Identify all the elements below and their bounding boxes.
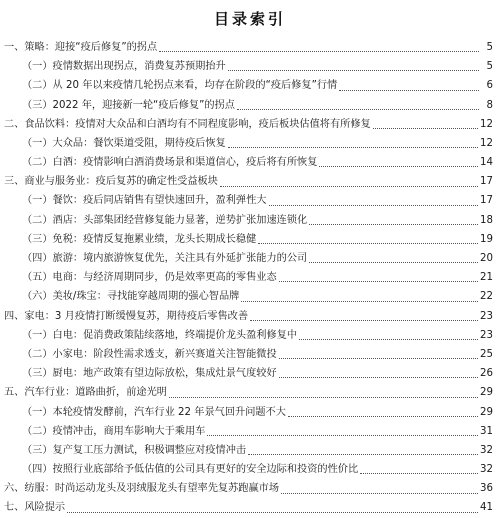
toc-page-number: 22 <box>480 291 493 303</box>
toc-page-number: 12 <box>480 118 493 130</box>
toc-dot-leader <box>241 300 478 302</box>
toc-dot-leader <box>279 376 478 378</box>
toc-entry-title: 七、风险提示 <box>4 502 66 514</box>
toc-page-number: 12 <box>480 137 493 149</box>
toc-page-number: 18 <box>480 214 493 226</box>
toc-entry-title: （五）电商：与经济周期同步，仍是效率更高的零售业态 <box>22 272 277 284</box>
toc-entry-title: 四、家电：3 月疫情打断缓慢复苏，期待疫后零售改善 <box>4 310 249 322</box>
toc-subsection-entry[interactable] <box>4 134 493 153</box>
toc-subsection-entry[interactable] <box>4 230 493 249</box>
toc-entry-title: （一）餐饮：疫后同店销售有望快速回升，盈利弹性大 <box>22 195 267 207</box>
toc-page-number: 29 <box>480 387 493 399</box>
toc-dot-leader <box>360 472 478 474</box>
toc-entry-title: （二）白酒：疫情影响白酒消费场景和渠道信心，疫后将有所恢复 <box>22 157 318 169</box>
toc-page-number: 23 <box>480 310 493 322</box>
toc-dot-leader <box>228 69 479 71</box>
toc-dot-leader <box>309 223 478 225</box>
toc-dot-leader <box>319 165 478 167</box>
toc-dot-leader <box>309 261 478 263</box>
toc-dot-leader <box>339 89 479 91</box>
toc-section-entry[interactable] <box>4 38 493 57</box>
page-title: 目录索引 <box>213 10 286 28</box>
toc-subsection-entry[interactable] <box>4 211 493 230</box>
toc-page-number: 19 <box>480 233 493 245</box>
toc-subsection-entry[interactable] <box>4 192 493 211</box>
toc-entry-title: （六）美妆/珠宝：寻找能穿越周期的强心智品牌 <box>22 291 240 303</box>
toc-page-number: 26 <box>480 368 493 380</box>
toc-page-number: 32 <box>480 444 493 456</box>
toc-subsection-entry[interactable] <box>4 268 493 287</box>
toc-subsection-entry[interactable] <box>4 57 493 76</box>
toc-dot-leader <box>279 280 478 282</box>
toc-subsection-entry[interactable] <box>4 287 493 306</box>
toc-dot-leader <box>228 146 478 148</box>
toc-entry-title: （三）厨电：地产政策有望边际放松，集成灶景气度较好 <box>22 368 277 380</box>
toc-entry-title: （三）复产复工压力测试，积极调整应对疫情冲击 <box>22 444 247 456</box>
toc-section-entry[interactable] <box>4 172 493 191</box>
toc-dot-leader <box>279 357 478 359</box>
toc-section-entry[interactable] <box>4 115 493 134</box>
toc-subsection-entry[interactable] <box>4 441 493 460</box>
toc-entry-title: （四）旅游：境内旅游恢复优先，关注具有外延扩张能力的公司 <box>22 253 308 265</box>
toc-dot-leader <box>299 338 478 340</box>
toc-page-number: 5 <box>486 61 493 73</box>
toc-dot-leader <box>258 242 478 244</box>
toc-entry-title: （一）本轮疫情发酵前，汽车行业 22 年景气回升问题不大 <box>22 406 286 418</box>
toc-page-number: 6 <box>486 80 493 92</box>
toc-page-number: 21 <box>480 272 493 284</box>
toc-entry-title: （一）疫情数据出现拐点，消费复苏预期抬升 <box>22 61 226 73</box>
toc-entry-title: （一）白电：促消费政策陆续落地，终端提价龙头盈利修复中 <box>22 329 298 341</box>
toc-entry-title: 一、策略：迎接“疫后修复”的拐点 <box>4 41 158 53</box>
toc-section-entry[interactable] <box>4 383 493 402</box>
toc-entry-title: 二、食品饮料：疫情对大众品和白酒均有不同程度影响，疫后板块估值将有所修复 <box>4 118 371 130</box>
toc-dot-leader <box>288 415 478 417</box>
toc-entry-title: （三）2022 年，迎接新一轮“疫后修复”的拐点 <box>22 99 235 111</box>
toc-subsection-entry[interactable] <box>4 96 493 115</box>
toc-dot-leader <box>207 434 478 436</box>
toc-dot-leader <box>373 127 478 129</box>
toc-subsection-entry[interactable] <box>4 249 493 268</box>
toc-entry-title: 六、纺服：时尚运动龙头及羽绒服龙头有望率先复苏跑赢市场 <box>4 483 280 495</box>
toc-dot-leader <box>220 185 478 187</box>
toc-entry-title: （二）小家电：阶段性需求透支，新兴赛道关注智能微投 <box>22 348 277 360</box>
toc-dot-leader <box>248 453 478 455</box>
toc-dot-leader <box>237 108 479 110</box>
toc-page-number: 17 <box>480 195 493 207</box>
toc-subsection-entry[interactable] <box>4 364 493 383</box>
toc-entry-title: 五、汽车行业：道路曲折，前途光明 <box>4 387 167 399</box>
toc-entry-title: （四）按照行业底部给予低估值的公司具有更好的安全边际和投资的性价比 <box>22 464 359 476</box>
toc-section-entry[interactable] <box>4 479 493 498</box>
toc-dot-leader <box>169 396 478 398</box>
toc-entry-title: 三、商业与服务业：疫后复苏的确定性受益板块 <box>4 176 218 188</box>
toc-entry-title: （三）免税：疫情反复拖累业绩，龙头长期成长稳健 <box>22 233 257 245</box>
toc-page-number: 32 <box>480 464 493 476</box>
toc-dot-leader <box>159 50 479 52</box>
toc-subsection-entry[interactable] <box>4 326 493 345</box>
toc-page-number: 5 <box>486 41 493 53</box>
toc-subsection-entry[interactable] <box>4 153 493 172</box>
toc-dot-leader <box>67 511 478 513</box>
toc-entry-title: （二）疫情冲击，商用车影响大于乘用车 <box>22 425 206 437</box>
toc-page-number: 17 <box>480 176 493 188</box>
toc-entry-title: （二）酒店：头部集团经营修复能力显著，逆势扩张加速连锁化 <box>22 214 308 226</box>
toc-subsection-entry[interactable] <box>4 76 493 95</box>
toc-subsection-entry[interactable] <box>4 345 493 364</box>
toc-section-entry[interactable] <box>4 307 493 326</box>
toc-page-number: 25 <box>480 348 493 360</box>
toc-subsection-entry[interactable] <box>4 403 493 422</box>
toc-page-number: 31 <box>480 425 493 437</box>
toc-dot-leader <box>281 492 478 494</box>
toc-page-number: 8 <box>486 99 493 111</box>
toc-dot-leader <box>269 204 479 206</box>
toc-page-number: 20 <box>480 253 493 265</box>
toc-entry-title: （二）从 20 年以来疫情几轮拐点来看，均存在阶段的“疫后修复”行情 <box>22 80 338 92</box>
toc-page-number: 14 <box>480 157 493 169</box>
toc-entry-title: （一）大众品：餐饮渠道受阻，期待疫后恢复 <box>22 137 226 149</box>
toc-page-number: 41 <box>480 502 493 514</box>
toc-page-number: 36 <box>480 483 493 495</box>
toc-subsection-entry[interactable] <box>4 460 493 479</box>
table-of-contents <box>4 38 493 518</box>
toc-section-entry[interactable] <box>4 499 493 518</box>
toc-subsection-entry[interactable] <box>4 422 493 441</box>
toc-page-number: 23 <box>480 329 493 341</box>
toc-dot-leader <box>250 319 478 321</box>
toc-page-number: 29 <box>480 406 493 418</box>
